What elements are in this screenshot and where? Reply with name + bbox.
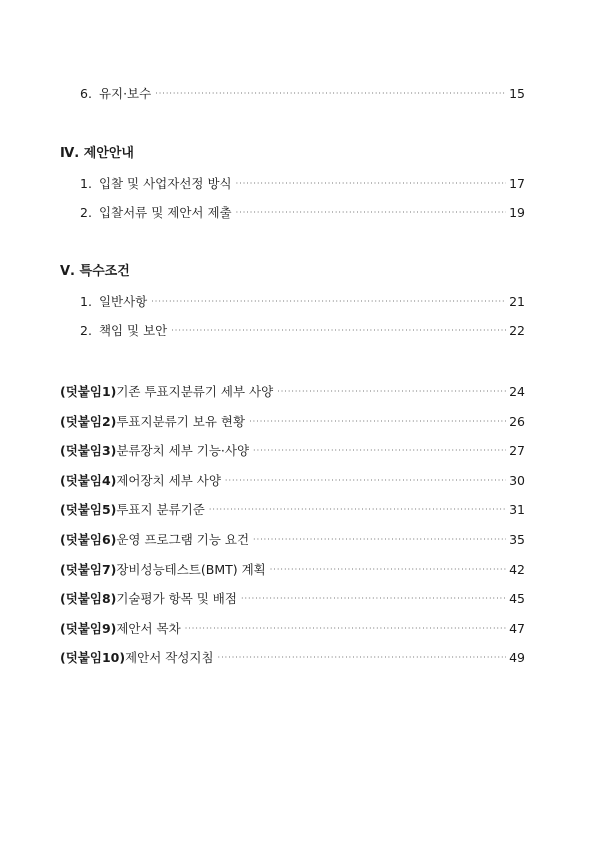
- toc-entry-bid-documents[interactable]: [80, 204, 525, 222]
- entry-page-number: 31: [509, 502, 525, 517]
- entry-page-number: 47: [509, 621, 525, 636]
- entry-page-number: 24: [509, 384, 525, 399]
- entry-title: 운영 프로그램 기능 요건: [116, 532, 250, 547]
- appendix-tag: (덧붙임7): [60, 562, 117, 577]
- entry-number: 6.: [80, 86, 92, 101]
- toc-appendix-2[interactable]: [60, 413, 525, 431]
- appendix-tag: (덧붙임5): [60, 502, 117, 517]
- appendix-tag: (덧붙임2): [60, 414, 117, 429]
- dot-leader: [253, 442, 506, 460]
- toc-appendix-3[interactable]: [60, 442, 525, 460]
- entry-page-number: 15: [509, 86, 525, 101]
- entry-number: 1.: [80, 294, 92, 309]
- toc-appendix-10[interactable]: [60, 649, 525, 667]
- entry-title: 책임 및 보안: [98, 323, 168, 338]
- entry-number: 1.: [80, 176, 92, 191]
- entry-title: 기술평가 항목 및 배점: [116, 591, 237, 606]
- section-heading-proposal-guide: Ⅳ. 제안안내: [60, 146, 134, 161]
- appendix-tag: (덧붙임6): [60, 532, 117, 547]
- entry-title: 투표지분류기 보유 현황: [116, 414, 246, 429]
- toc-appendix-6[interactable]: [60, 531, 525, 549]
- entry-page-number: 17: [509, 176, 525, 191]
- section-heading-special-conditions: Ⅴ. 특수조건: [60, 264, 130, 279]
- entry-page-number: 19: [509, 205, 525, 220]
- entry-page-number: 26: [509, 414, 525, 429]
- appendix-tag: (덧붙임3): [60, 443, 117, 458]
- toc-appendix-5[interactable]: [60, 501, 525, 519]
- entry-title: 기존 투표지분류기 세부 사양: [116, 384, 274, 399]
- entry-page-number: 30: [509, 473, 525, 488]
- entry-title: 일반사항: [98, 294, 148, 309]
- dot-leader: [249, 413, 506, 431]
- entry-title: 제안서 작성지침: [125, 650, 214, 665]
- entry-page-number: 49: [509, 650, 525, 665]
- appendix-tag: (덧붙임9): [60, 621, 117, 636]
- entry-page-number: 22: [509, 323, 525, 338]
- entry-page-number: 42: [509, 562, 525, 577]
- entry-title: 투표지 분류기준: [116, 502, 205, 517]
- entry-page-number: 35: [509, 532, 525, 547]
- dot-leader: [277, 383, 506, 401]
- toc-appendix-8[interactable]: [60, 590, 525, 608]
- dot-leader: [151, 293, 506, 311]
- appendix-tag: (덧붙임10): [60, 650, 126, 665]
- toc-appendix-9[interactable]: [60, 620, 525, 638]
- entry-title: 유지·보수: [98, 86, 152, 101]
- appendix-tag: (덧붙임4): [60, 473, 117, 488]
- entry-title: 제안서 목차: [116, 621, 181, 636]
- entry-title: 입찰서류 및 제안서 제출: [98, 205, 232, 220]
- toc-entry-bidding-method[interactable]: [80, 175, 525, 193]
- dot-leader: [218, 649, 507, 667]
- entry-title: 제어장치 세부 사양: [116, 473, 221, 488]
- dot-leader: [185, 620, 506, 638]
- dot-leader: [236, 175, 506, 193]
- dot-leader: [270, 561, 506, 579]
- entry-title: 분류장치 세부 기능·사양: [116, 443, 250, 458]
- entry-page-number: 21: [509, 294, 525, 309]
- entry-title: 입찰 및 사업자선정 방식: [98, 176, 232, 191]
- toc-entry-responsibility-security[interactable]: [80, 322, 525, 340]
- entry-page-number: 45: [509, 591, 525, 606]
- entry-title: 장비성능테스트(BMT) 계획: [116, 562, 266, 577]
- entry-number: 2.: [80, 205, 92, 220]
- toc-entry-maintenance[interactable]: [80, 85, 525, 103]
- dot-leader: [209, 501, 506, 519]
- toc-entry-general[interactable]: [80, 293, 525, 311]
- dot-leader: [236, 204, 506, 222]
- dot-leader: [155, 85, 506, 103]
- toc-appendix-7[interactable]: [60, 561, 525, 579]
- entry-number: 2.: [80, 323, 92, 338]
- dot-leader: [253, 531, 506, 549]
- entry-page-number: 27: [509, 443, 525, 458]
- appendix-tag: (덧붙임1): [60, 384, 117, 399]
- dot-leader: [171, 322, 506, 340]
- toc-appendix-1[interactable]: [60, 383, 525, 401]
- appendix-tag: (덧붙임8): [60, 591, 117, 606]
- dot-leader: [241, 590, 506, 608]
- toc-appendix-4[interactable]: [60, 472, 525, 490]
- dot-leader: [225, 472, 506, 490]
